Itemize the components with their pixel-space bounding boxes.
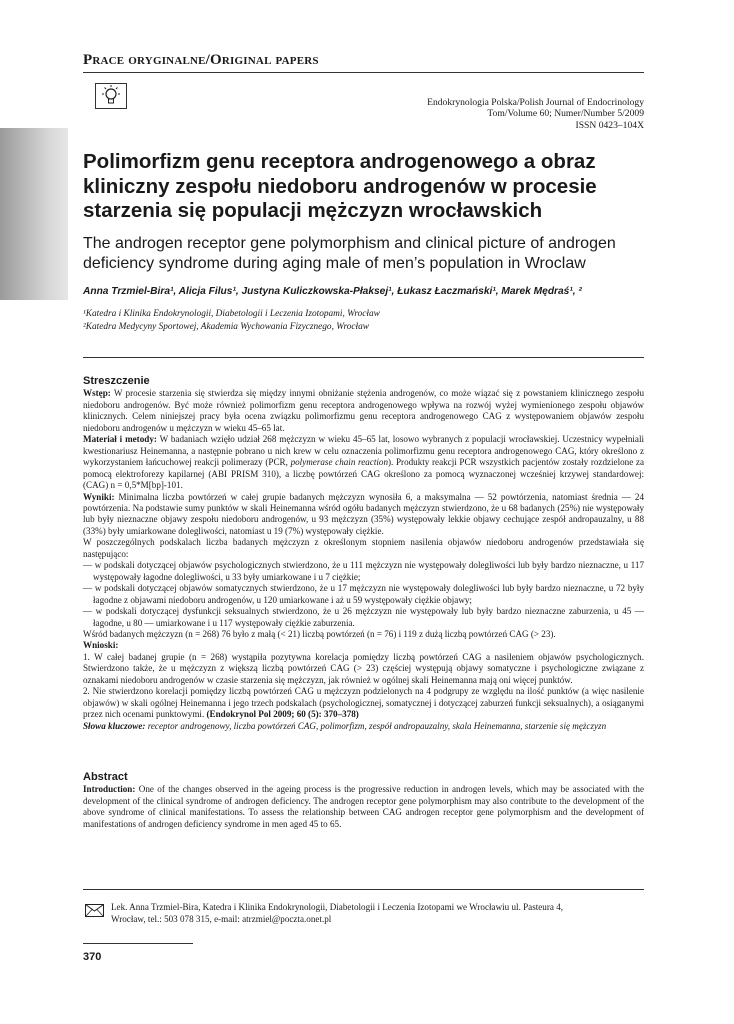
results-paragraph: [83, 492, 644, 538]
conclusion-2: 2. Nie stwierdzono korelacji pomiędzy liczbą powtórzeń CAG u mężczyzn podzielonych na 4 podgrupy ze względu na ilość punktów (a więc nasilenie objawów) w skali ogólnej Heinemanna i jego trzech podskalach (psychologicznej, somatycznej i dotyczącej zaburzeń funkcji seksualnych), a osiąganymi przez nich ocenami punktowymi.: [83, 686, 644, 720]
conclusions-label-line: [83, 640, 644, 651]
intro-paragraph-en: [83, 784, 644, 830]
affiliation-2: ²Katedra Medycyny Sportowej, Akademia Wychowania Fizycznego, Wrocław: [83, 322, 369, 332]
title-polish: Polimorfizm genu receptora androgenowego a obraz kliniczny zespołu niedoboru androgenów w procesie starzenia się populacji mężczyzn wrocławskich: [83, 150, 597, 222]
intro-text-en: One of the changes observed in the ageing process is the progressive reduction in androgen levels, which may be associated with the development of the clinical syndrome of androgen deficiency. The androgen receptor gene polymorphism may also contribute to the development of the above syndrome of clinical manifestations. To assess the relationship between CAG androgen receptor gene polymorphism and the development of manifestations of androgen deficiency syndrome in men aged 45 to 65.: [83, 784, 644, 829]
methods-paragraph: [83, 434, 644, 491]
results-label: Wyniki:: [83, 491, 115, 502]
correspondence-address: [111, 902, 563, 925]
section-heading: Prace oryginalne/Original papers: [83, 52, 319, 68]
cag-groups: Wśród badanych mężczyzn (n = 268) 76 było z małą (< 21) liczbą powtórzeń (n = 76) i 119 z dużą liczbą powtórzeń CAG (> 23).: [83, 628, 556, 639]
journal-info: [427, 97, 644, 131]
methods-label: Materiał i metody:: [83, 434, 157, 445]
subscale-item-somatic: — w podskali dotyczącej objawów somatycznych stwierdzono, że u 17 mężczyzn nie występowały dolegliwości lub były bardzo nieznaczne, u 72 były łagodne z objawami niedoboru androgenów, u 120 umiarkowane i aż u 59 występowały ciężkie objawy;: [83, 583, 644, 605]
lightbulb-icon: [95, 83, 127, 109]
conclusion-1: 1. W całej badanej grupie (n = 268) wystąpiła pozytywna korelacja pomiędzy liczbą powtórzeń CAG a nasileniem objawów psychologicznych. Stwierdzono także, że u mężczyzn z większą liczbą powtórzeń CAG (> 23) częściej występują objawy somatyczne i psychologiczne związane z oznakami niedoboru androgenów w czasie starzenia się mężczyzn, jak również w ogólnej skali Heinemanna mają oni więcej punktów.: [83, 651, 644, 685]
methods-text-1: W badaniach wzięło udział 268 mężczyzn w wieku 45–65 lat, losowo wybranych z populacji wrocławskiej. Uczestnicy wypełniali kwestionariusz Heinemanna, a następnie pobrano u nich krew w celu oznaczenia polimorfizmu genu receptora androgenowego CAG, który określono z wykorzystaniem łańcuchowej reakcji polimerazy (PCR,: [83, 434, 644, 468]
footer-rule: [83, 889, 644, 890]
citation: (Endokrynol Pol 2009; 60 (5): 370–378): [206, 709, 359, 720]
page-number: 370: [83, 951, 102, 963]
intro-paragraph-pl: [83, 388, 644, 434]
envelope-icon: [85, 904, 104, 917]
abstract-heading-en: Abstract: [83, 771, 128, 783]
keywords-paragraph: [83, 721, 644, 732]
keywords-text: receptor androgenowy, liczba powtórzeń CAG, polimorfizm, zespół andropauzalny, skala Heinemanna, starzenie się mężczyzn: [147, 720, 607, 731]
subscale-item-psych: — w podskali dotyczącej objawów psychologicznych stwierdzono, że u 111 mężczyzn nie występowały dolegliwości lub były bardzo nieznaczne, u 117 występowały łagodne dolegliwości, u 33 były umiarkowane i u 7 ciężkie;: [83, 560, 644, 582]
subscales-intro: W poszczególnych podskalach liczba badanych mężczyzn z określonym stopniem nasilenia objawów niedoboru androgenów przedstawiała się następująco:: [83, 537, 644, 559]
side-gradient-bar: [0, 128, 68, 300]
abstract-heading-pl: Streszczenie: [83, 375, 150, 387]
methods-pcr: polymerase chain reaction: [290, 457, 389, 468]
affiliations: [83, 308, 380, 334]
intro-label-en: Introduction:: [83, 784, 136, 795]
methods-text-2: ). Produkty reakcji PCR wszystkich pacjentów zostały rozdzielone za pomocą elektroforezy kapilarnej (ABI PRISM 310), a liczbę powtórzeń CAG określono za pomocą wyznaczonej wcześniej krzywej standardowej: (CAG) n = 0,5*M[bp]-101.: [83, 457, 644, 491]
conclusion-2-paragraph: [83, 686, 644, 720]
page-number-rule: [83, 943, 193, 944]
journal-name: Endokrynologia Polska/Polish Journal of Endocrinology: [427, 97, 644, 108]
authors: Anna Trzmiel-Bira¹, Alicja Filus¹, Justyna Kuliczkowska-Płaksej¹, Łukasz Łaczmański¹, Marek Mędraś¹, ²: [83, 286, 582, 297]
affiliation-1: ¹Katedra i Klinika Endokrynologii, Diabetologii i Leczenia Izotopami, Wrocław: [83, 309, 380, 319]
keywords-label: Słowa kluczowe:: [83, 720, 146, 731]
journal-issn: ISSN 0423–104X: [575, 119, 644, 131]
results-text: Minimalna liczba powtórzeń w całej grupie badanych mężczyzn wynosiła 6, a maksymalna — 52 powtórzenia, natomiast średnia — 24 powtórzenia. Na podstawie sumy punktów w skali Heinemanna wśród ogółu badanych mężczyzn stwierdzono, że u 68 badanych (25%) nie występowały lub były nieznaczne objawy zespołu niedoboru androgenów, u 93 mężczyzn (35%) występowały lekkie objawy cechujące zespół andropauzalny, u 88 (33%) były umiarkowane dolegliwości, natomiast u 19 (7%) występowały ciężkie.: [83, 491, 644, 536]
journal-volume: Tom/Volume 60; Numer/Number 5/2009: [487, 108, 644, 120]
correspondence-line-2: Wrocław, tel.: 503 078 315, e-mail: atrzmiel@poczta.onet.pl: [111, 913, 332, 924]
intro-text-pl: W procesie starzenia się stwierdza się między innymi obniżanie stężenia androgenów, co może wiązać się z powstaniem klinicznego zespołu niedoboru androgenów. Być może również polimorfizm genu receptora androgenowego wpływa na rozwój wyżej wymienionego zespołu objawów klinicznych. Celem niniejszej pracy była ocena związku polimorfizmu genu receptora androgenowego CAG z występowaniem objawów zespołu niedoboru androgenów u mężczyzn w wieku 45–65 lat.: [83, 388, 645, 433]
abstract-polish: [83, 376, 644, 732]
title-english: The androgen receptor gene polymorphism and clinical picture of androgen deficiency syndrome during aging male of men’s population in Wroclaw: [83, 235, 616, 272]
subscale-item-sexual: — w podskali dotyczącej dysfunkcji seksualnych stwierdzono, że u 26 mężczyzn nie występowały lub były bardzo nieznaczne zaburzenia, u 45 — łagodne, u 80 — umiarkowane i u 117 występowały ciężkie zaburzenia.: [83, 606, 644, 628]
intro-label-pl: Wstęp:: [83, 388, 111, 399]
section-rule: [83, 357, 644, 358]
correspondence-line-1: Lek. Anna Trzmiel-Bira, Katedra i Klinika Endokrynologii, Diabetologii i Leczenia Izotopami we Wrocławiu ul. Pasteura 4,: [111, 902, 564, 912]
abstract-english: [83, 772, 644, 830]
header-rule: [83, 72, 644, 73]
conclusions-label: Wnioski:: [83, 640, 119, 651]
